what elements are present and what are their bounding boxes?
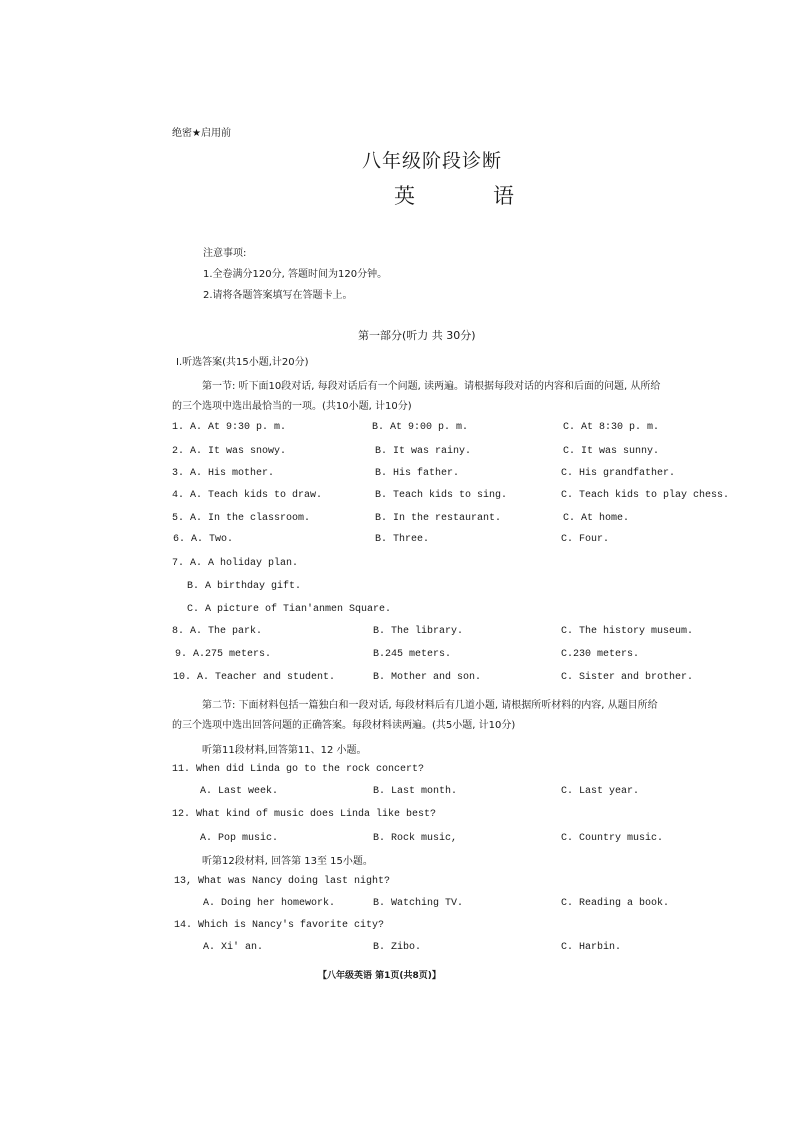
instruction-line: 的三个选项中选出最恰当的一项。(共10小题, 计10分): [172, 401, 412, 412]
q1-option-c: C. At 8:30 p. m.: [563, 422, 660, 433]
subject-char-2: 语: [493, 184, 514, 208]
q13-option-c: C. Reading a book.: [561, 898, 670, 909]
q14-stem: 14. Which is Nancy's favorite city?: [174, 920, 385, 931]
q2-option-b: B. It was rainy.: [375, 446, 472, 457]
notes-item: 1.全卷满分120分, 答题时间为120分钟。: [203, 269, 388, 280]
q8-option-b: B. The library.: [373, 626, 464, 637]
q7-option-a: 7. A. A holiday plan.: [172, 558, 299, 569]
q13-option-b: B. Watching TV.: [373, 898, 464, 909]
section-heading: Ⅰ.听选答案(共15小题,计20分): [176, 357, 309, 368]
page-footer: 【八年级英语 第1页(共8页)】: [318, 971, 441, 981]
q3-option-a: 3. A. His mother.: [172, 468, 275, 479]
q12-option-c: C. Country music.: [561, 833, 664, 844]
q12-stem: 12. What kind of music does Linda like best?: [172, 809, 437, 820]
secret-label: 绝密★启用前: [172, 128, 231, 139]
q14-option-c: C. Harbin.: [561, 942, 622, 953]
q12-option-b: B. Rock music,: [373, 833, 458, 844]
q2-option-c: C. It was sunny.: [563, 446, 660, 457]
material-heading: 听第11段材料,回答第11、12 小题。: [202, 745, 367, 756]
q4-option-c: C. Teach kids to play chess.: [561, 490, 730, 501]
q5-option-c: C. At home.: [563, 513, 630, 524]
q9-option-b: B.245 meters.: [373, 649, 452, 660]
q9-option-c: C.230 meters.: [561, 649, 640, 660]
subject-char-1: 英: [394, 184, 415, 208]
q10-option-b: B. Mother and son.: [373, 672, 482, 683]
instruction-line: 第一节: 听下面10段对话, 每段对话后有一个问题, 读两遍。请根据每段对话的内容和后面的问题, 从所给: [202, 381, 661, 392]
q8-option-a: 8. A. The park.: [172, 626, 263, 637]
q6-option-a: 6. A. Two.: [173, 534, 234, 545]
q11-option-b: B. Last month.: [373, 786, 458, 797]
q5-option-b: B. In the restaurant.: [375, 513, 502, 524]
q6-option-c: C. Four.: [561, 534, 610, 545]
notes-heading: 注意事项:: [203, 248, 247, 259]
material-heading: 听第12段材料, 回答第 13至 15小题。: [202, 856, 373, 867]
q10-option-c: C. Sister and brother.: [561, 672, 694, 683]
q1-option-a: 1. A. At 9:30 p. m.: [172, 422, 287, 433]
q9-option-a: 9. A.275 meters.: [175, 649, 272, 660]
q10-option-a: 10. A. Teacher and student.: [173, 672, 336, 683]
q13-option-a: A. Doing her homework.: [203, 898, 336, 909]
q7-option-c: C. A picture of Tian'anmen Square.: [187, 604, 392, 615]
q4-option-b: B. Teach kids to sing.: [375, 490, 508, 501]
q6-option-b: B. Three.: [375, 534, 430, 545]
q3-option-b: B. His father.: [375, 468, 460, 479]
part-title: 第一部分(听力 共 30分): [358, 329, 476, 342]
q13-stem: 13, What was Nancy doing last night?: [174, 876, 391, 887]
q3-option-c: C. His grandfather.: [561, 468, 676, 479]
q14-option-b: B. Zibo.: [373, 942, 422, 953]
q12-option-a: A. Pop music.: [200, 833, 279, 844]
q11-option-c: C. Last year.: [561, 786, 640, 797]
exam-title: 八年级阶段诊断: [362, 150, 503, 172]
q5-option-a: 5. A. In the classroom.: [172, 513, 311, 524]
q7-option-b: B. A birthday gift.: [187, 581, 302, 592]
q11-option-a: A. Last week.: [200, 786, 279, 797]
q14-option-a: A. Xi' an.: [203, 942, 264, 953]
q2-option-a: 2. A. It was snowy.: [172, 446, 287, 457]
q1-option-b: B. At 9:00 p. m.: [372, 422, 469, 433]
notes-item: 2.请将各题答案填写在答题卡上。: [203, 290, 353, 301]
instruction-line: 第二节: 下面材料包括一篇独白和一段对话, 每段材料后有几道小题, 请根据所听材料的内容, 从题目所给: [202, 700, 658, 711]
instruction-line: 的三个选项中选出回答问题的正确答案。每段材料读两遍。(共5小题, 计10分): [172, 720, 516, 731]
q4-option-a: 4. A. Teach kids to draw.: [172, 490, 323, 501]
q8-option-c: C. The history museum.: [561, 626, 694, 637]
q11-stem: 11. When did Linda go to the rock concert?: [172, 764, 425, 775]
